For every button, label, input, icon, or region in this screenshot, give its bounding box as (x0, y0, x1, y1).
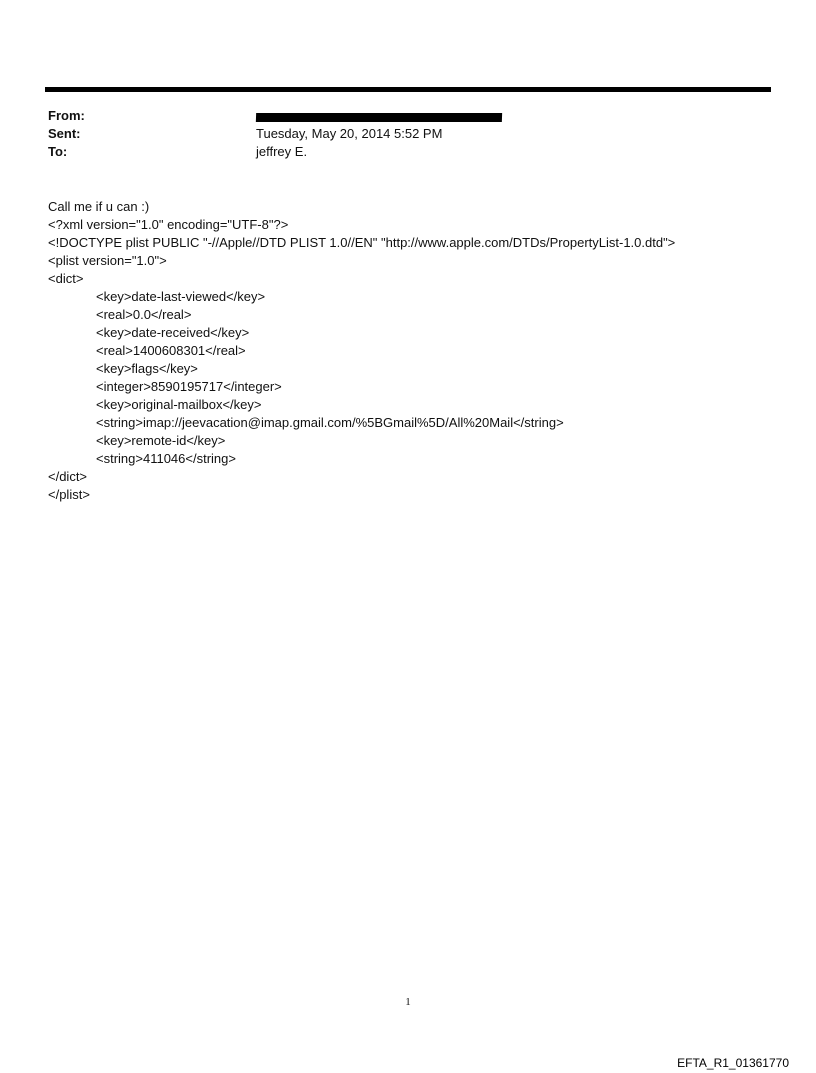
body-line: </plist> (48, 487, 90, 502)
body-line: <dict> (48, 271, 84, 286)
to-value: jeffrey E. (256, 144, 308, 159)
body-line: <?xml version="1.0" encoding="UTF-8"?> (48, 217, 289, 232)
body-line: <plist version="1.0"> (48, 253, 167, 268)
from-row (48, 107, 748, 125)
document-id: EFTA_R1_01361770 (677, 1056, 789, 1070)
body-line: <key>flags</key> (96, 361, 198, 376)
body-line: <integer>8590195717</integer> (96, 379, 282, 394)
body-line: <key>remote-id</key> (96, 433, 226, 448)
body-line: <string>imap://jeevacation@imap.gmail.com/%5BGmail%5D/All%20Mail</string> (96, 415, 564, 430)
body-line: <key>original-mailbox</key> (96, 397, 262, 412)
sent-value: Tuesday, May 20, 2014 5:52 PM (256, 126, 443, 141)
body-line: <key>date-last-viewed</key> (96, 289, 266, 304)
email-body (48, 198, 768, 504)
body-line: <key>date-received</key> (96, 325, 250, 340)
sent-label: Sent: (48, 126, 81, 141)
to-row (48, 143, 748, 161)
body-line: <real>0.0</real> (96, 307, 192, 322)
from-label: From: (48, 108, 85, 123)
sent-row (48, 125, 748, 143)
body-line: <string>411046</string> (96, 451, 236, 466)
header-divider (45, 87, 771, 92)
body-line: <!DOCTYPE plist PUBLIC "-//Apple//DTD PLIST 1.0//EN" "http://www.apple.com/DTDs/PropertyList-1.0.dtd"> (48, 235, 676, 250)
email-header (48, 107, 748, 161)
body-line: Call me if u can :) (48, 199, 150, 214)
body-line: </dict> (48, 469, 88, 484)
body-line: <real>1400608301</real> (96, 343, 246, 358)
to-label: To: (48, 144, 68, 159)
redaction-bar (256, 113, 502, 122)
page-number: 1 (405, 996, 411, 1008)
from-value-redacted (256, 107, 502, 127)
